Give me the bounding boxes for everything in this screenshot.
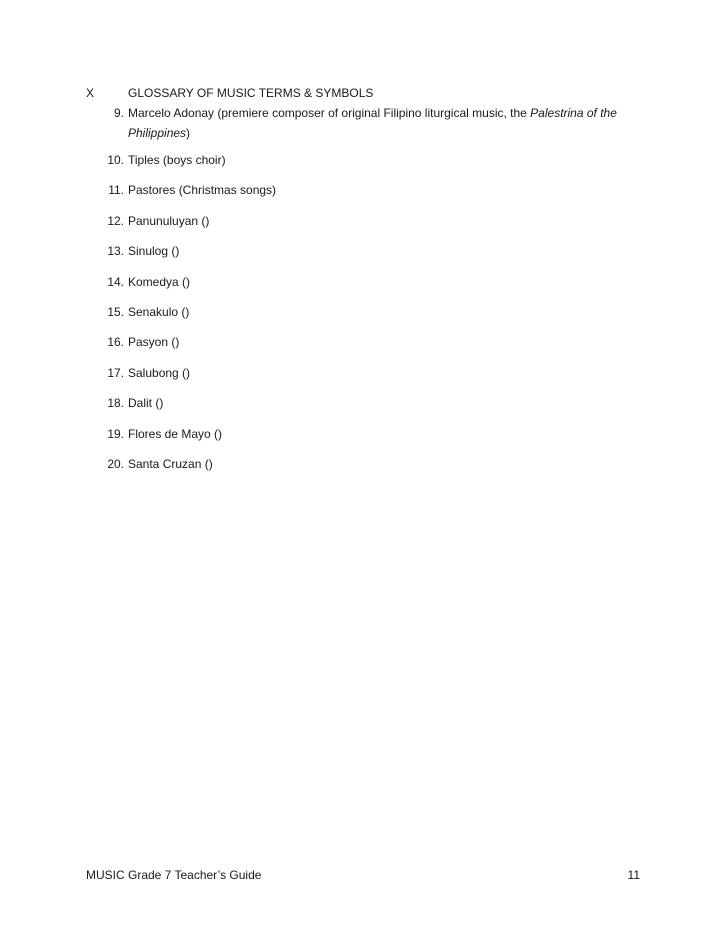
list-item-text-main: Marcelo Adonay (premiere composer of original Filipino liturgical music, the (128, 106, 531, 120)
list-item-text: Komedya () (128, 275, 191, 289)
section-marker: X (86, 86, 95, 100)
list-item-number: 14. (107, 275, 124, 289)
list-item-number: 10. (107, 153, 124, 167)
list-item-number: 12. (107, 214, 124, 228)
list-item-text-end: ) (186, 126, 191, 140)
list-item-number: 18. (107, 396, 124, 410)
list-item-number: 15. (107, 305, 124, 319)
list-item-text: Flores de Mayo () (128, 427, 223, 441)
list-item-number: 16. (107, 335, 124, 349)
list-item-number: 19. (107, 427, 124, 441)
page-footer (0, 866, 728, 884)
footer-title: MUSIC Grade 7 Teacher’s Guide (86, 868, 262, 882)
list-item-text (128, 103, 638, 143)
list-item-text: Pasyon () (128, 335, 180, 349)
list-item-text: Pastores (Christmas songs) (128, 183, 277, 197)
list-item-number: 20. (107, 457, 124, 471)
list-item-text: Santa Cruzan () (128, 457, 213, 471)
list-item-text: Tiples (boys choir) (128, 153, 226, 167)
list-item-number: 13. (107, 244, 124, 258)
section-heading (0, 84, 728, 102)
list-item-number: 9. (113, 106, 124, 120)
list-item-text: Senakulo () (128, 305, 190, 319)
list-item-number: 11. (108, 183, 124, 197)
list-item-text: Panunuluyan () (128, 214, 210, 228)
list-item-text: Dalit () (128, 396, 164, 410)
list-item-text-italic: Palestrina of the Philippines (128, 106, 617, 140)
list-item-number: 17. (107, 366, 124, 380)
page-number: 11 (627, 868, 640, 882)
list-item-text: Sinulog () (128, 244, 180, 258)
list-item-text: Salubong () (128, 366, 191, 380)
section-title: GLOSSARY OF MUSIC TERMS & SYMBOLS (128, 86, 374, 100)
